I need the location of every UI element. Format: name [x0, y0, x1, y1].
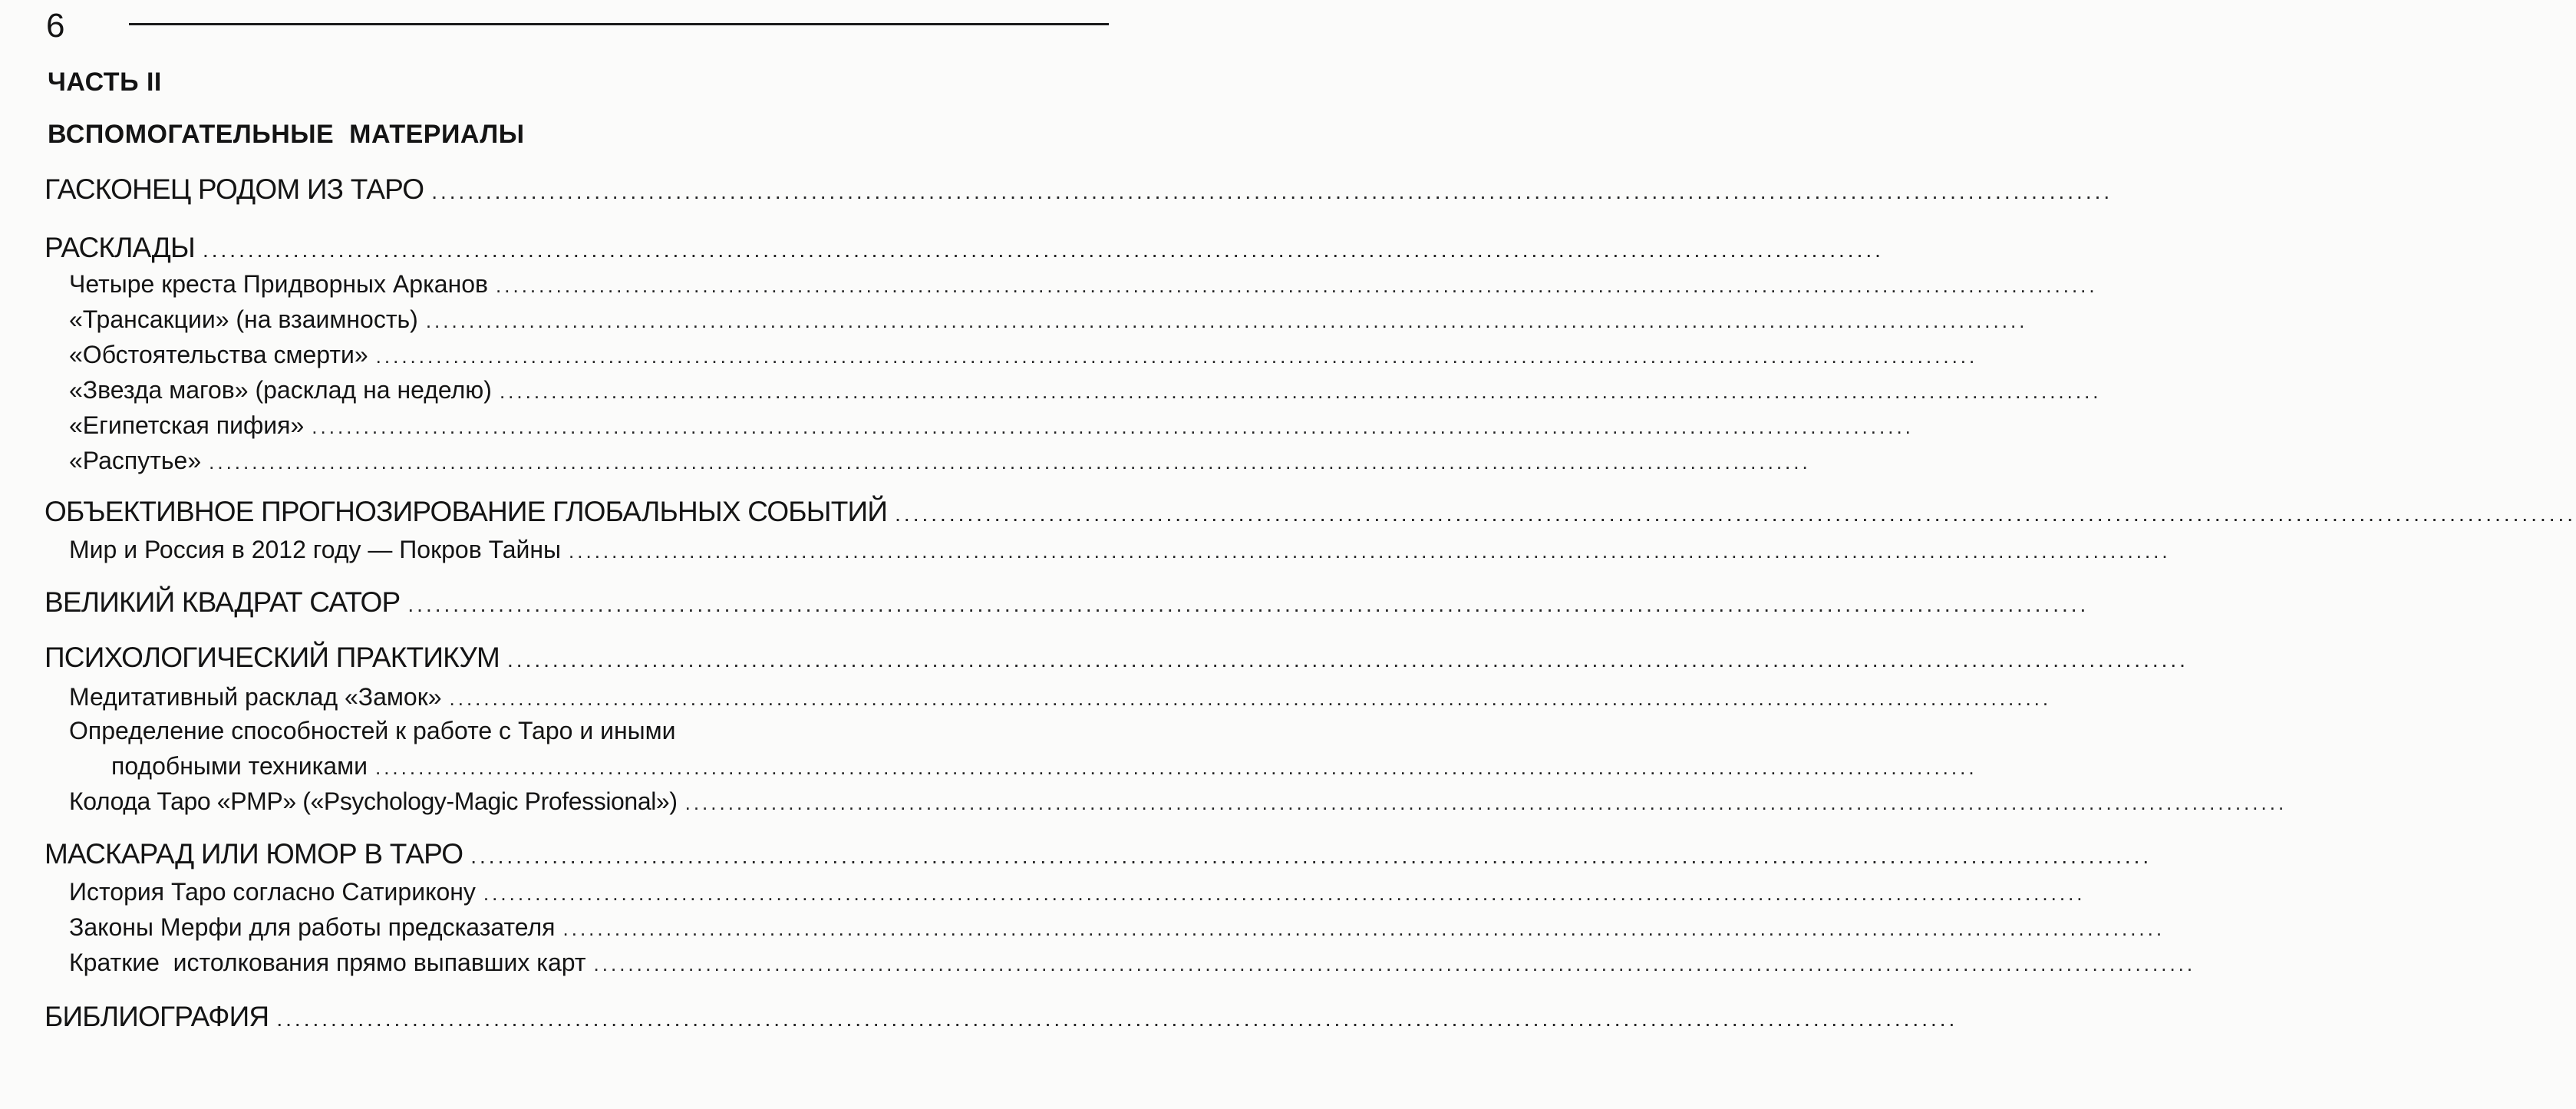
dot-leader: ..........................................................................................................................................................................................	[684, 791, 2287, 814]
dot-leader: ..........................................................................................................................................................................................	[312, 415, 1914, 438]
toc-entry-spreads	[0, 232, 1884, 264]
dot-leader: ..........................................................................................................................................................................................	[483, 882, 2086, 905]
toc-entry-bibliography	[0, 1001, 1958, 1033]
toc-entry-forecasting	[0, 496, 2576, 528]
toc-entry-label: Медитативный расклад «Замок»	[69, 683, 442, 711]
dot-leader: ..........................................................................................................................................................................................	[562, 917, 2165, 940]
toc-entry-label: Четыре креста Придворных Арканов	[69, 270, 489, 298]
dot-leader: ..........................................................................................................................................................................................	[449, 687, 2052, 710]
toc-entry-label: Законы Мерфи для работы предсказателя	[69, 913, 556, 941]
page-number: 6	[46, 7, 65, 45]
toc-subentry-continuation	[0, 752, 1977, 781]
dot-leader: ..........................................................................................................................................................................................	[425, 309, 2028, 332]
dot-leader: ..........................................................................................................................................................................................	[374, 756, 1977, 779]
toc-subentry	[0, 447, 1811, 475]
section-title: ВСПОМОГАТЕЛЬНЫЕ МАТЕРИАЛЫ	[48, 120, 525, 149]
toc-entry-psychology	[0, 642, 2188, 674]
toc-entry-label: История Таро согласно Сатирикону	[69, 878, 476, 906]
toc-entry-label: ГАСКОНЕЦ РОДОМ ИЗ ТАРО	[45, 173, 424, 205]
toc-subentry	[0, 305, 2028, 334]
toc-entry-label: БИБЛИОГРАФИЯ	[45, 1001, 269, 1032]
toc-entry-label: ОБЪЕКТИВНОЕ ПРОГНОЗИРОВАНИЕ ГЛОБАЛЬНЫХ СОБЫТИЙ	[45, 496, 888, 527]
dot-leader: ..........................................................................................................................................................................................	[407, 592, 2089, 616]
toc-subentry	[0, 376, 2102, 404]
dot-leader: ..........................................................................................................................................................................................	[496, 274, 2098, 297]
toc-entry-masquerade	[0, 838, 2152, 870]
toc-subentry	[0, 411, 1914, 440]
dot-leader: ..........................................................................................................................................................................................	[593, 952, 2196, 975]
toc-entry-label: «Трансакции» (на взаимность)	[69, 305, 418, 333]
part-title: ЧАСТЬ II	[48, 68, 162, 97]
dot-leader: ..........................................................................................................................................................................................	[202, 238, 1884, 262]
toc-entry-label: Колода Таро «PMP» («Psychology-Magic Professional»)	[69, 787, 678, 815]
toc-entry-label: Мир и Россия в 2012 году — Покров Тайны	[69, 536, 562, 563]
toc-entry-label: ВЕЛИКИЙ КВАДРАТ САТОР	[45, 586, 401, 618]
dot-leader: ..........................................................................................................................................................................................	[431, 180, 2113, 203]
toc-entry-label: «Обстоятельства смерти»	[69, 341, 368, 368]
header-rule	[129, 23, 1109, 25]
toc-entry-sator	[0, 586, 2089, 619]
dot-leader: ..........................................................................................................................................................................................	[569, 540, 2171, 563]
toc-entry-label: Определение способностей к работе с Таро и иными	[69, 717, 676, 744]
toc-subentry	[0, 878, 2086, 906]
toc-subentry	[0, 270, 2098, 299]
dot-leader: ..........................................................................................................................................................................................	[499, 380, 2102, 403]
toc-entry-gascon	[0, 173, 2113, 206]
dot-leader: ..........................................................................................................................................................................................	[470, 844, 2152, 868]
dot-leader: ..........................................................................................................................................................................................	[507, 648, 2188, 672]
toc-entry-label: «Звезда магов» (расклад на неделю)	[69, 376, 492, 404]
toc-subentry	[0, 913, 2165, 942]
toc-subentry	[0, 949, 2196, 977]
toc-entry-label: МАСКАРАД ИЛИ ЮМОР В ТАРО	[45, 838, 463, 870]
dot-leader: ..........................................................................................................................................................................................	[895, 502, 2576, 526]
dot-leader: ..........................................................................................................................................................................................	[375, 345, 1978, 368]
toc-entry-label: РАСКЛАДЫ	[45, 232, 195, 263]
dot-leader: ..........................................................................................................................................................................................	[276, 1007, 1958, 1031]
toc-entry-label: «Распутье»	[69, 447, 202, 474]
toc-subentry	[0, 536, 2171, 564]
toc-entry-label: Краткие истолкования прямо выпавших карт	[69, 949, 586, 976]
toc-subentry	[0, 717, 1109, 745]
toc-subentry	[0, 341, 1978, 369]
toc-entry-label: подобными техниками	[111, 752, 368, 780]
toc-entry-label: ПСИХОЛОГИЧЕСКИЙ ПРАКТИКУМ	[45, 642, 500, 673]
toc-subentry	[0, 683, 2052, 711]
toc-subentry	[0, 787, 2287, 816]
dot-leader: ..........................................................................................................................................................................................	[209, 451, 1811, 474]
toc-entry-label: «Египетская пифия»	[69, 411, 305, 439]
